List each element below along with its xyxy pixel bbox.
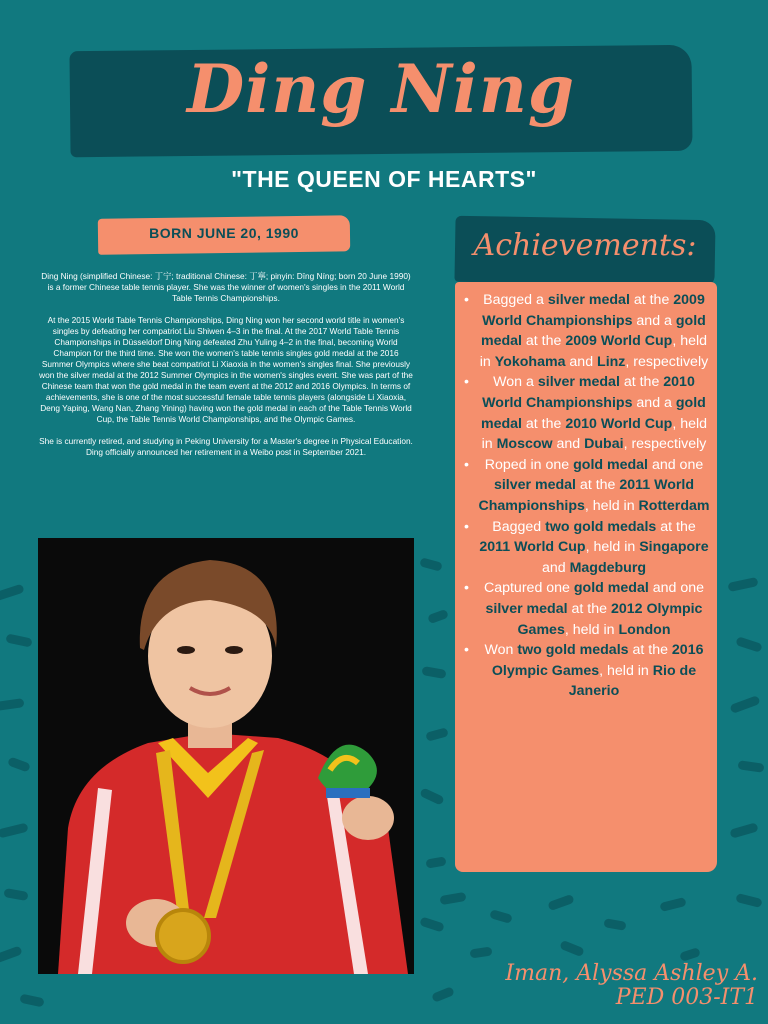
achievement-highlight: Linz	[597, 353, 626, 370]
achievement-text: and a	[632, 394, 676, 411]
achievement-text: , held in	[584, 497, 639, 514]
achievement-item	[464, 578, 712, 640]
achievement-highlight: Magdeburg	[569, 559, 647, 576]
achievement-item	[464, 372, 712, 454]
achievement-highlight: gold medal	[573, 456, 648, 473]
achievement-text: and	[552, 436, 585, 453]
achievement-text: Bagged	[492, 518, 546, 535]
achievement-text: and one	[648, 456, 704, 473]
achievement-highlight: Yokohama	[494, 353, 566, 370]
achievement-text: Won a	[493, 374, 538, 391]
achievement-text: Won	[484, 642, 518, 659]
achievement-highlight: silver medal	[547, 292, 630, 308]
bio-paragraph: She is currently retired, and studying in Peking University for a Master's degree in Physical Education. Ding officially announced her retirement in a Weibo post in September 2021.	[39, 436, 413, 457]
achievement-item	[464, 455, 712, 517]
achievement-text: and one	[648, 580, 705, 597]
achievement-text: , held in	[564, 621, 619, 638]
achievement-text: and	[565, 353, 598, 370]
achievement-text: Roped in one	[484, 456, 574, 473]
achievement-highlight: gold medal	[573, 580, 649, 597]
portrait-photo	[38, 538, 414, 974]
achievement-highlight: 2010 World Championships	[482, 374, 695, 411]
page-title: Ding Ning	[187, 50, 575, 128]
achievement-highlight: Rotterdam	[638, 497, 710, 514]
achievement-text: Captured one	[483, 580, 574, 597]
achievement-text: at the	[619, 374, 664, 391]
achievement-highlight: gold medal	[480, 312, 706, 350]
achievements-list	[464, 290, 712, 702]
author-section: PED 003-IT1	[615, 985, 758, 1010]
author-name: Iman, Alyssa Ashley A.	[505, 961, 758, 986]
achievement-highlight: 2016 Olympic Games	[491, 642, 704, 679]
achievement-highlight: 2012 Olympic Games	[517, 600, 703, 638]
achievement-highlight: 2009 World Cup	[565, 333, 673, 350]
achievement-highlight: gold medal	[480, 394, 706, 432]
achievements-title: Achievements:	[473, 228, 697, 263]
achievement-text: and a	[632, 312, 676, 329]
achievement-text: , held in	[481, 415, 708, 453]
achievement-text: at the	[521, 415, 566, 432]
achievement-text: at the	[521, 333, 566, 350]
achievement-highlight: Moscow	[496, 436, 553, 453]
achievement-text: , respectively	[623, 436, 707, 453]
subtitle: "THE QUEEN OF HEARTS"	[231, 166, 537, 192]
achievement-highlight: 2011 World Cup	[479, 539, 586, 556]
achievement-text: at the	[656, 518, 696, 535]
achievement-highlight: Rio de Janerio	[568, 662, 697, 700]
bio-paragraph: Ding Ning (simplified Chinese: 丁宁; traditional Chinese: 丁寧; pinyin: Dīng Níng; born 20 June 1990) is a former Chinese table tennis player. She was the winner of women's singles in the 2011 World Table Tennis Championships.	[41, 271, 411, 303]
achievement-highlight: two gold medals	[517, 642, 629, 659]
achievement-text: , respectively	[625, 353, 709, 370]
achievement-text: at the	[629, 292, 674, 308]
achievement-highlight: 2009 World Championships	[482, 292, 705, 329]
portrait-illustration	[38, 538, 414, 974]
achievement-text: and	[541, 559, 570, 576]
achievement-text: at the	[628, 642, 672, 659]
author-credit	[418, 962, 758, 1010]
achievement-text: Bagged a	[483, 292, 548, 308]
achievement-item	[464, 290, 712, 372]
achievement-highlight: silver medal	[537, 374, 620, 391]
achievement-text: at the	[575, 477, 620, 494]
achievement-highlight: London	[618, 621, 671, 638]
born-date: BORN JUNE 20, 1990	[149, 225, 299, 241]
achievement-text: , held in	[479, 333, 708, 370]
bio-paragraph: At the 2015 World Table Tennis Championships, Ding Ning won her second world title in women's singles by defeating her compatriot Liu Shiwen 4–3 in the final. At the 2017 World Table Tennis Championships in Düsseldorf Ding Ning defeated Zhu Yuling 4–2 in the final, becoming World Champion for the third time. She won the women's table tennis singles gold medal at the 2016 Summer Olympics where she beat compatriot Li Xiaoxia in the women's singles final. She previously won the silver medal at the 2012 Summer Olympics in the women's singles event. She was part of the Chinese team that won the gold medal in the team event at the 2012 and 2016 Olympics. In terms of achievements, she is one of the most successful female table tennis players (alongside Li Xiaoxia, Deng Yaping, Wang Nan, Zhang Yining) having won the gold medal in each of the Table Tennis World Cup, the Table Tennis World Championships, and the Olympic Games.	[39, 315, 413, 424]
achievement-highlight: silver medal	[485, 600, 568, 617]
achievement-highlight: 2011 World Championships	[478, 477, 695, 514]
achievement-text: , held in	[599, 662, 653, 679]
achievement-highlight: Dubai	[584, 436, 624, 453]
achievement-highlight: two gold medals	[545, 518, 657, 535]
achievement-highlight: silver medal	[493, 477, 576, 494]
achievement-highlight: Singapore	[639, 539, 709, 556]
achievement-item	[464, 640, 712, 702]
achievement-text: at the	[567, 600, 611, 617]
achievement-text: , held in	[585, 539, 640, 556]
biography	[38, 271, 414, 469]
achievement-item	[464, 517, 712, 579]
achievement-highlight: 2010 World Cup	[565, 415, 673, 432]
